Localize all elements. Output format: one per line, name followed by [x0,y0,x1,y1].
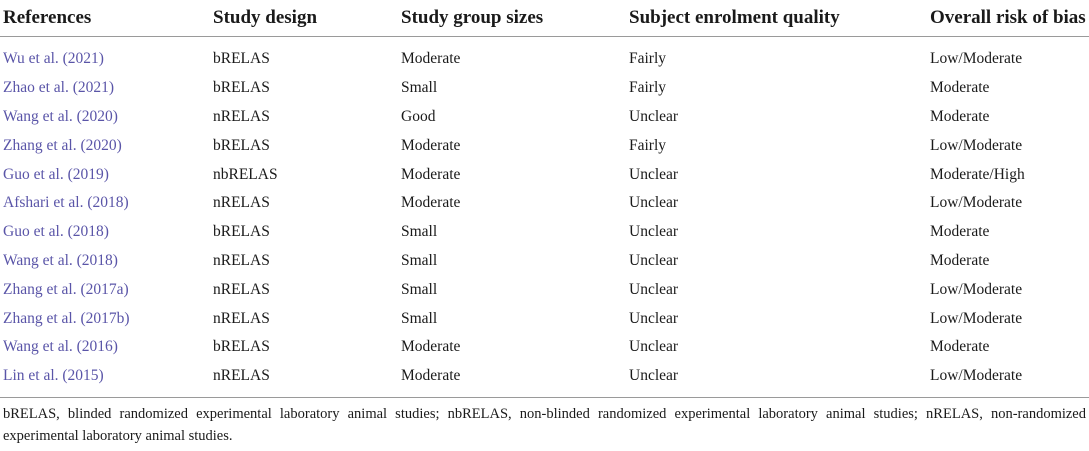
cell-reference[interactable] [0,37,210,74]
cell-risk-of-bias: Low/Moderate [930,136,1023,154]
cell-enrolment-quality: Fairly [629,136,667,154]
cell-reference[interactable] [0,218,210,247]
cell-group-size: Small [401,280,438,298]
reference-link[interactable]: Zhang et al. (2020) [3,136,122,154]
table-row [0,218,1089,247]
table-row [0,304,1089,333]
cell-reference[interactable] [0,103,210,132]
header-overall-risk-of-bias: Overall risk of bias [927,0,1089,37]
cell-group-size: Moderate [401,338,461,356]
reference-link[interactable]: Wang et al. (2018) [3,251,118,269]
table-body [0,37,1089,398]
cell-enrolment-quality: Unclear [629,251,679,269]
cell-enrolment-quality: Unclear [629,107,679,125]
cell-risk-of-bias: Moderate [930,251,990,269]
reference-link[interactable]: Guo et al. (2018) [3,223,109,241]
header-study-design: Study design [210,0,398,37]
cell-group-size: Moderate [401,165,461,183]
header-study-group-sizes: Study group sizes [398,0,626,37]
cell-group-size: Moderate [401,136,461,154]
cell-enrolment-quality: Unclear [626,362,927,397]
table-row [0,131,1089,160]
cell-enrolment-quality: Unclear [629,280,679,298]
table-row [0,247,1089,276]
cell-study-design: bRELAS [213,50,270,68]
table-row [0,37,1089,74]
table-row [0,333,1089,362]
cell-enrolment-quality: Fairly [629,79,667,97]
cell-reference[interactable] [0,362,210,397]
cell-study-design: bRELAS [213,136,270,154]
reference-link[interactable]: Zhao et al. (2021) [3,79,115,97]
cell-group-size: Moderate [401,50,461,68]
cell-study-design: bRELAS [213,338,270,356]
cell-risk-of-bias: Low/Moderate [930,194,1023,212]
cell-study-design: nRELAS [213,251,270,269]
cell-group-size: Good [401,107,436,125]
cell-group-size: Small [401,223,438,241]
cell-risk-of-bias: Moderate [930,107,990,125]
cell-reference[interactable] [0,131,210,160]
cell-risk-of-bias: Low/Moderate [930,309,1023,327]
cell-reference[interactable] [0,160,210,189]
table-row [0,362,1089,397]
cell-reference[interactable] [0,189,210,218]
cell-risk-of-bias: Low/Moderate [927,362,1089,397]
table-header [0,0,1089,37]
table-row [0,275,1089,304]
cell-reference[interactable] [0,275,210,304]
table-row [0,160,1089,189]
cell-reference[interactable] [0,304,210,333]
reference-link[interactable]: Zhang et al. (2017b) [3,309,130,327]
cell-study-design: bRELAS [213,79,270,97]
cell-risk-of-bias: Moderate [930,338,990,356]
cell-group-size: Moderate [401,194,461,212]
table-row [0,189,1089,218]
table-row [0,74,1089,103]
cell-reference[interactable] [0,74,210,103]
reference-link[interactable]: Afshari et al. (2018) [3,194,129,212]
header-subject-enrolment-quality: Subject enrolment quality [626,0,927,37]
cell-risk-of-bias: Moderate/High [930,165,1025,183]
cell-enrolment-quality: Unclear [629,309,679,327]
cell-enrolment-quality: Unclear [629,223,679,241]
reference-link[interactable]: Wang et al. (2016) [3,338,118,356]
cell-risk-of-bias: Low/Moderate [930,50,1023,68]
table-row [0,103,1089,132]
header-row [0,0,1089,37]
reference-link[interactable]: Guo et al. (2019) [3,165,109,183]
cell-group-size: Small [401,309,438,327]
reference-link[interactable]: Zhang et al. (2017a) [3,280,129,298]
reference-link[interactable]: Wang et al. (2020) [3,107,118,125]
cell-risk-of-bias: Moderate [930,79,990,97]
cell-group-size: Small [401,79,438,97]
cell-enrolment-quality: Fairly [629,50,667,68]
cell-risk-of-bias: Moderate [930,223,990,241]
cell-reference[interactable] [0,333,210,362]
cell-study-design: nRELAS [213,194,270,212]
cell-study-design: nRELAS [213,309,270,327]
cell-enrolment-quality: Unclear [629,338,679,356]
cell-study-design: nRELAS [213,280,270,298]
cell-group-size: Moderate [398,362,626,397]
cell-study-design: nRELAS [213,107,270,125]
cell-reference[interactable] [0,247,210,276]
cell-study-design: nRELAS [210,362,398,397]
reference-link[interactable]: Wu et al. (2021) [3,50,104,68]
cell-study-design: bRELAS [213,223,270,241]
cell-group-size: Small [401,251,438,269]
table-footnote: bRELAS, blinded randomized experimental laboratory animal studies; nbRELAS, non-blinded randomized experimental laboratory animal studies; nRELAS, non-randomized experimental laboratory animal studies. [3,406,1086,444]
cell-study-design: nbRELAS [213,165,278,183]
cell-risk-of-bias: Low/Moderate [930,280,1023,298]
cell-enrolment-quality: Unclear [629,194,679,212]
header-references: References [0,0,210,37]
cell-enrolment-quality: Unclear [629,165,679,183]
reference-link[interactable]: Lin et al. (2015) [3,367,104,385]
